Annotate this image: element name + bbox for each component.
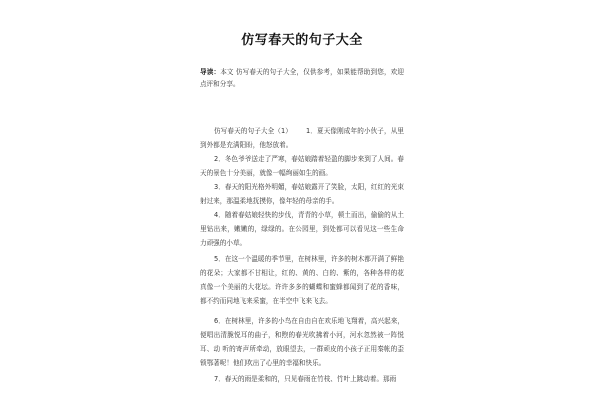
paragraph-2: 2．冬色爷爷送走了严寒，春姑娘踏着轻盈的脚步来到了人间。春天的景色十分美丽，就像一幅绚丽如生的画。	[200, 155, 404, 177]
paragraph-7: 7．春天的雨是柔和的，只见春雨在竹枝、竹叶上跳动着。那雨	[214, 375, 397, 383]
paragraph-5: 5．在这一个温暖的季节里，在树林里，许多的树木都开满了鲜艳的花朵；大家都不甘相让，红的、黄的、白的、紫的，各种各样的花真像一个美丽的大花坛。许许多多的蝴蝶和蜜蜂都闻到了花的香味，都不约而同地飞来采蜜，在半空中飞来飞去。	[200, 255, 404, 305]
document-title: 仿写春天的句子大全	[241, 33, 363, 48]
intro-paragraph	[200, 66, 404, 90]
paragraph-1-text: 1．夏天像刚成年的小伙子，从里到外都是充满阳盼，他怒放着。	[200, 127, 404, 149]
paragraph-1	[200, 124, 404, 152]
paragraph-3: 3．春天的阳光格外明媚，春姑娘露开了笑脸，太阳，红红的光束射过来，那温柔地抚摸你，像年轻的母亲的手。	[200, 183, 404, 205]
document-page	[200, 30, 404, 383]
intro-lead: 导读：	[200, 68, 221, 76]
paragraph-6: 6．在树林里，许多的小鸟在自由自在欢乐地飞翔着，高兴起来，便唱出清脆悦耳的曲子，和煦的春光吹拂着小河，河水忽然被一阵悦耳、动 听的寄声所牵动，放眼望去，一群顽皮的小孩子正用秦帐的歪锁鄂著呢！他们吹出了心里的幸福和快乐。	[200, 317, 404, 367]
section-heading: 仿写春天的句子大全（1）	[214, 127, 292, 135]
intro-text: 本文 仿写春天的句子大全，仅供参考，如果能帮助到您，欢迎点评和分享。	[200, 68, 404, 88]
paragraph-4: 4．随着春姑娘轻快的步伐，青青的小草，顿土而出，偷偷的从土里钻出来，嫩嫩的，绿绿的。在公园里，到处都可以看见这一些生命力顽强的小草。	[200, 211, 404, 247]
